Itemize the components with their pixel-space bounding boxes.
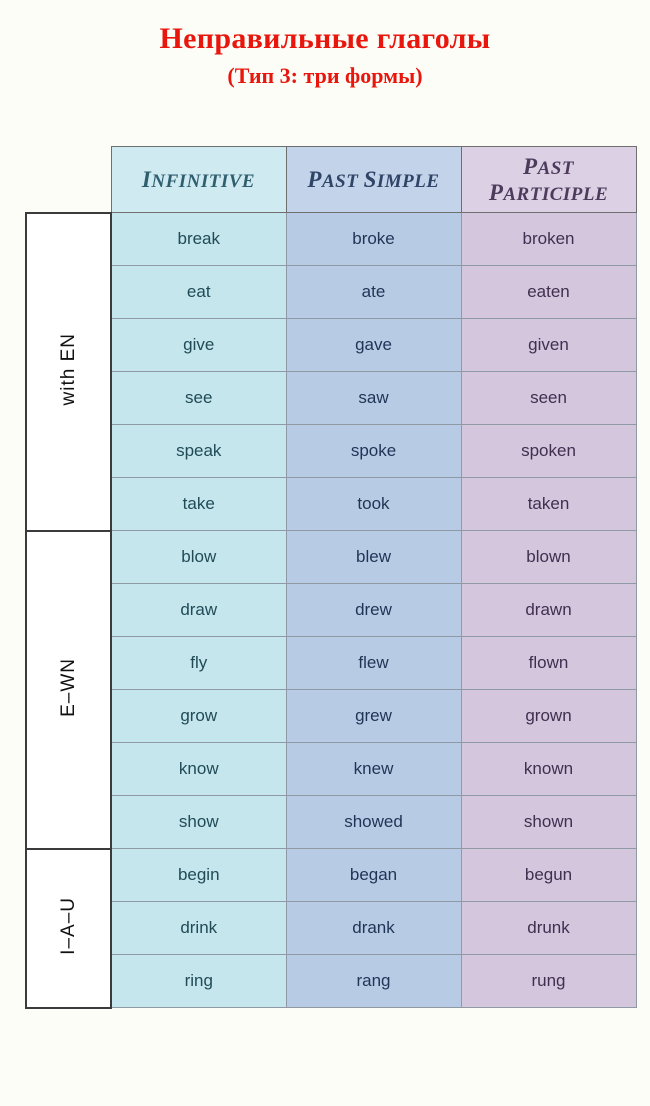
cell-infinitive: blow xyxy=(111,531,286,584)
table-row xyxy=(26,372,636,425)
cell-infinitive: draw xyxy=(111,584,286,637)
cell-past-participle: broken xyxy=(461,213,636,266)
table-header xyxy=(26,147,636,213)
cell-infinitive: ring xyxy=(111,955,286,1008)
cell-past-participle: flown xyxy=(461,637,636,690)
cell-past-simple: began xyxy=(286,849,461,902)
header-past-participle: PAST PARTICIPLE xyxy=(461,147,636,213)
table-row xyxy=(26,902,636,955)
group-label-1: E–WN xyxy=(57,657,79,717)
table-row xyxy=(26,743,636,796)
cell-infinitive: eat xyxy=(111,266,286,319)
cell-past-participle: spoken xyxy=(461,425,636,478)
header-group-empty xyxy=(26,147,111,213)
cell-infinitive: speak xyxy=(111,425,286,478)
cell-past-participle: known xyxy=(461,743,636,796)
cell-past-participle: taken xyxy=(461,478,636,531)
cell-infinitive: show xyxy=(111,796,286,849)
table-row xyxy=(26,796,636,849)
cell-past-simple: showed xyxy=(286,796,461,849)
cell-past-participle: drawn xyxy=(461,584,636,637)
cell-past-participle: begun xyxy=(461,849,636,902)
cell-infinitive: know xyxy=(111,743,286,796)
group-cell-2 xyxy=(26,849,111,1008)
cell-past-participle: shown xyxy=(461,796,636,849)
header-infinitive: INFINITIVE xyxy=(111,147,286,213)
cell-past-participle: eaten xyxy=(461,266,636,319)
table-row xyxy=(26,425,636,478)
cell-infinitive: give xyxy=(111,319,286,372)
table-row xyxy=(26,319,636,372)
header-past-simple: PAST SIMPLE xyxy=(286,147,461,213)
cell-infinitive: drink xyxy=(111,902,286,955)
irregular-verbs-table-wrap xyxy=(25,146,635,1009)
irregular-verbs-table xyxy=(25,146,637,1009)
group-cell-0 xyxy=(26,213,111,531)
table-row xyxy=(26,849,636,902)
cell-past-simple: gave xyxy=(286,319,461,372)
table-row xyxy=(26,213,636,266)
cell-past-simple: grew xyxy=(286,690,461,743)
table-row xyxy=(26,690,636,743)
cell-past-participle: given xyxy=(461,319,636,372)
table-row xyxy=(26,955,636,1008)
cell-past-simple: took xyxy=(286,478,461,531)
cell-infinitive: take xyxy=(111,478,286,531)
table-row xyxy=(26,584,636,637)
page-title: Неправильные глаголы xyxy=(159,22,491,55)
cell-past-participle: rung xyxy=(461,955,636,1008)
cell-past-simple: spoke xyxy=(286,425,461,478)
cell-infinitive: break xyxy=(111,213,286,266)
table-header-row xyxy=(26,147,636,213)
cell-past-simple: drew xyxy=(286,584,461,637)
cell-past-simple: ate xyxy=(286,266,461,319)
cell-infinitive: see xyxy=(111,372,286,425)
cell-past-participle: blown xyxy=(461,531,636,584)
group-cell-1 xyxy=(26,531,111,849)
group-label-2: I–A–U xyxy=(57,896,79,955)
cell-past-simple: flew xyxy=(286,637,461,690)
page-subtitle: (Тип 3: три формы) xyxy=(227,62,423,88)
cell-past-participle: grown xyxy=(461,690,636,743)
cell-past-simple: blew xyxy=(286,531,461,584)
table-row xyxy=(26,637,636,690)
table-body xyxy=(26,213,636,1008)
cell-past-participle: drunk xyxy=(461,902,636,955)
group-label-0: with EN xyxy=(57,332,79,406)
cell-past-participle: seen xyxy=(461,372,636,425)
cell-past-simple: saw xyxy=(286,372,461,425)
table-row xyxy=(26,531,636,584)
cell-past-simple: rang xyxy=(286,955,461,1008)
cell-infinitive: fly xyxy=(111,637,286,690)
cell-past-simple: drank xyxy=(286,902,461,955)
cell-past-simple: knew xyxy=(286,743,461,796)
cell-past-simple: broke xyxy=(286,213,461,266)
table-row xyxy=(26,266,636,319)
title-block xyxy=(0,0,650,88)
table-row xyxy=(26,478,636,531)
cell-infinitive: grow xyxy=(111,690,286,743)
cell-infinitive: begin xyxy=(111,849,286,902)
